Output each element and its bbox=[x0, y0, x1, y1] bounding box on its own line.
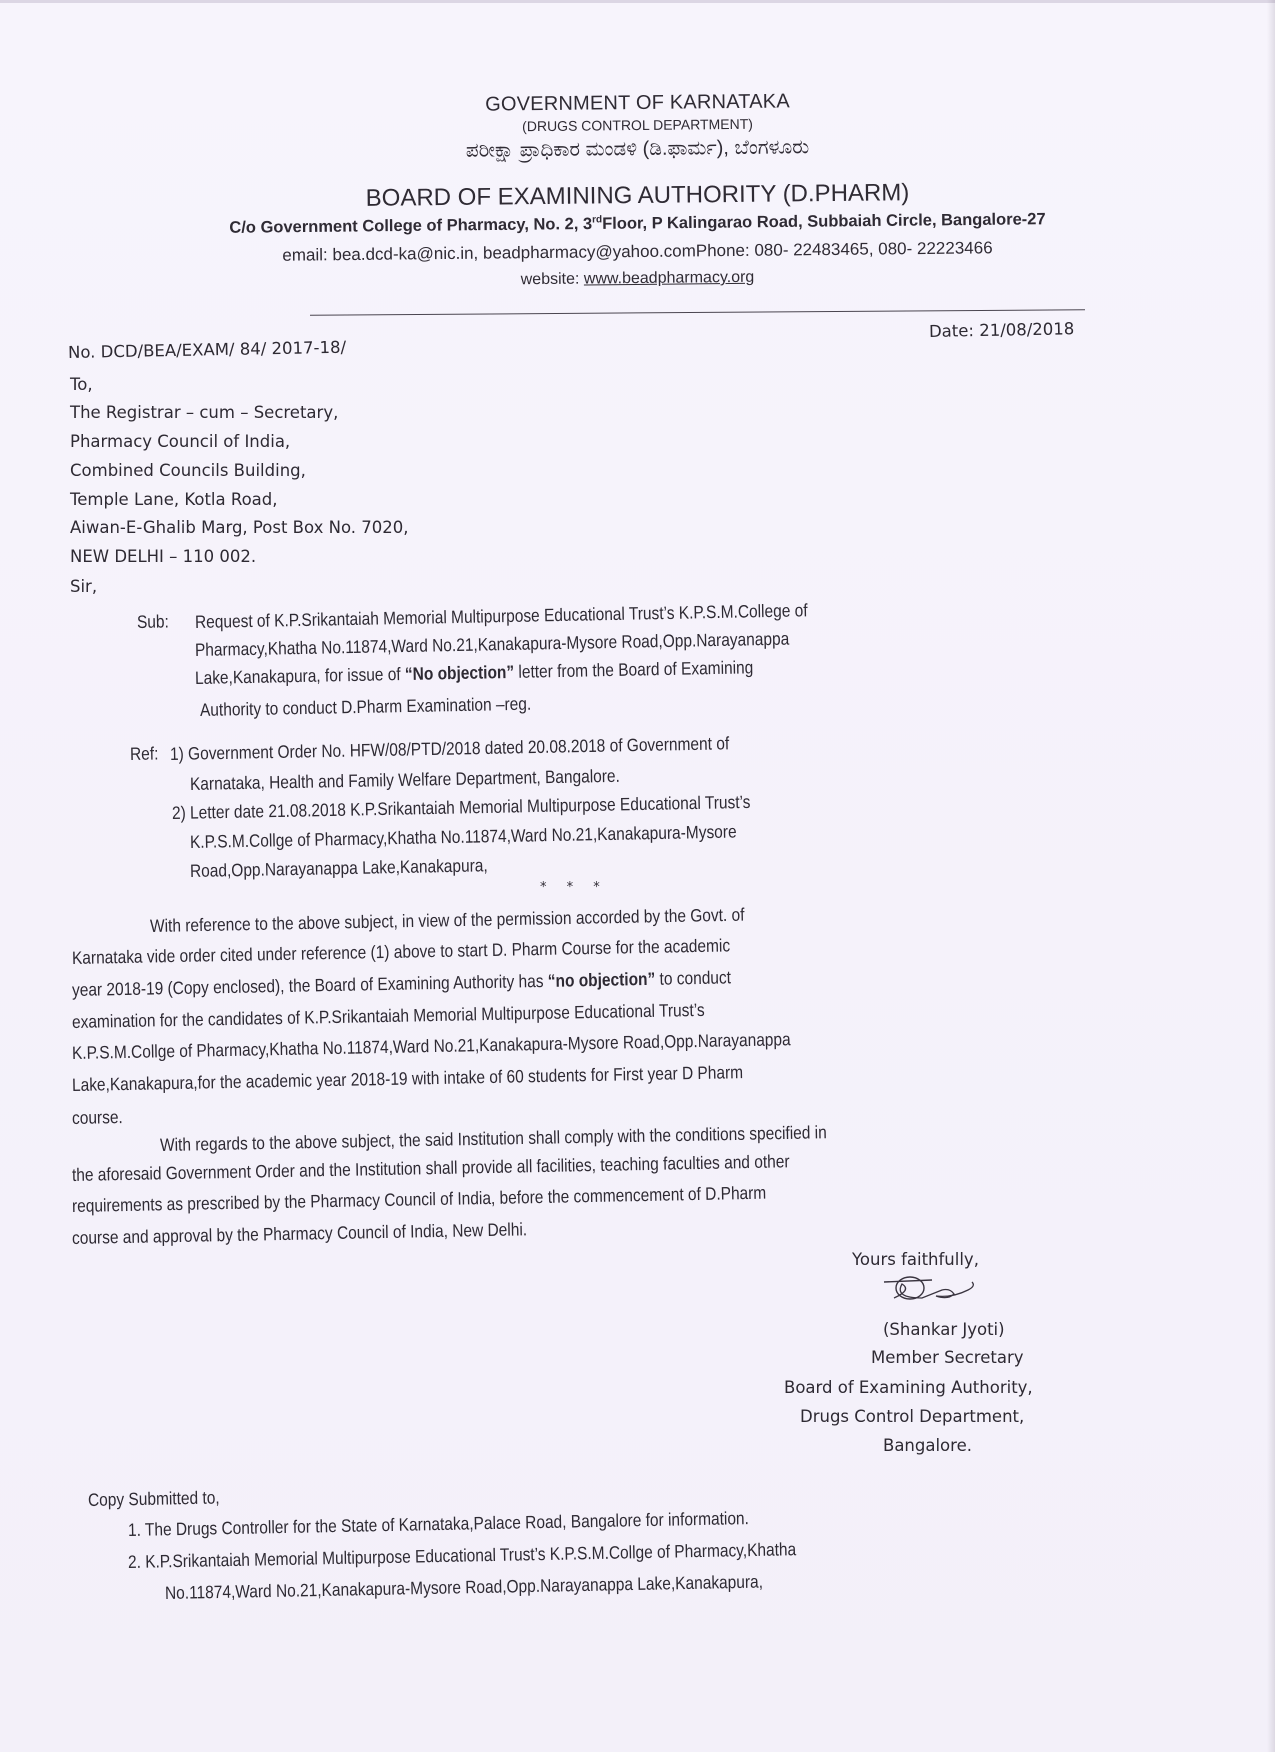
subject-text: letter from the Board of Examining bbox=[513, 657, 754, 682]
recipient-line: Temple Lane, Kotla Road, bbox=[70, 490, 278, 509]
recipient-line: Aiwan-E-Ghalib Marg, Post Box No. 7020, bbox=[70, 518, 409, 537]
address-part: C/o Government College of Pharmacy, No. 2, 3 bbox=[229, 214, 593, 237]
letterhead-board-title: BOARD OF EXAMINING AUTHORITY (D.PHARM) bbox=[365, 179, 910, 212]
ref-line: K.P.S.M.Collge of Pharmacy,Khatha No.11874,Ward No.21,Kanakapura-Mysore bbox=[189, 821, 737, 852]
paragraph1-text: to conduct bbox=[655, 967, 732, 989]
paragraph1-line: course. bbox=[71, 1107, 123, 1128]
copy-list-item: No.11874,Ward No.21,Kanakapura-Mysore Road,Opp.Narayanappa Lake,Kanakapura, bbox=[164, 1571, 764, 1603]
letterhead-divider bbox=[310, 309, 1085, 315]
paragraph1-emphasis: “no objection” bbox=[547, 968, 656, 991]
subject-text: Lake,Kanakapura, for issue of bbox=[194, 663, 406, 688]
paragraph2-line: With regards to the above subject, the said Institution shall comply with the conditions specified in bbox=[159, 1122, 827, 1155]
section-separator: * * * bbox=[540, 880, 608, 895]
letterhead-website bbox=[0, 263, 1275, 294]
ref-line: Road,Opp.Narayanappa Lake,Kanakapura, bbox=[189, 855, 488, 881]
website-link[interactable]: www.beadpharmacy.org bbox=[583, 268, 755, 288]
paragraph1-text: year 2018-19 (Copy enclosed), the Board of Examining Authority has bbox=[71, 970, 548, 1000]
letterhead-department: (DRUGS CONTROL DEPARTMENT) bbox=[522, 115, 753, 135]
salutation: Sir, bbox=[70, 577, 98, 596]
address-superscript: rd bbox=[592, 214, 603, 226]
paragraph2-line: the aforesaid Government Order and the Institution shall provide all facilities, teaching faculties and other bbox=[71, 1151, 790, 1185]
ref-line: 1) Government Order No. HFW/08/PTD/2018 dated 20.08.2018 of Government of bbox=[169, 733, 730, 764]
subject-label: Sub: bbox=[136, 611, 170, 632]
paragraph2-line: course and approval by the Pharmacy Council of India, New Delhi. bbox=[71, 1219, 528, 1248]
subject-emphasis: “No objection” bbox=[404, 661, 515, 684]
signatory-name: (Shankar Jyoti) bbox=[883, 1320, 1005, 1339]
reference-number: No. DCD/BEA/EXAM/ 84/ 2017-18/ bbox=[67, 337, 347, 362]
signature-icon bbox=[872, 1268, 982, 1310]
paragraph1-line: Karnataka vide order cited under reference (1) above to start D. Pharm Course for the academic bbox=[71, 935, 731, 968]
paragraph1-line: K.P.S.M.Collge of Pharmacy,Khatha No.11874,Ward No.21,Kanakapura-Mysore Road,Opp.Narayanappa bbox=[71, 1029, 791, 1063]
website-label: website: bbox=[520, 270, 584, 289]
paragraph2-line: requirements as prescribed by the Pharmacy Council of India, before the commencement of D.Pharm bbox=[71, 1182, 767, 1216]
to-label: To, bbox=[70, 375, 93, 394]
letterhead-kannada-title: ಪರೀಕ್ಷಾ ಪ್ರಾಧಿಕಾರ ಮಂಡಳಿ (ಡಿ.ಫಾರ್ಮ), ಬೆಂಗಳೂರು bbox=[465, 136, 810, 162]
recipient-line: The Registrar – cum – Secretary, bbox=[70, 403, 339, 422]
copy-list-item: 2. K.P.Srikantaiah Memorial Multipurpose Educational Trust’s K.P.S.M.Collge of Pharmacy,Khatha bbox=[127, 1539, 797, 1572]
address-part: Floor, P Kalingarao Road, Subbaiah Circle, Bangalore-27 bbox=[602, 210, 1046, 233]
copy-list-item: 1. The Drugs Controller for the State of Karnataka,Palace Road, Bangalore for information. bbox=[127, 1508, 750, 1540]
subject-line: Request of K.P.Srikantaiah Memorial Multipurpose Educational Trust’s K.P.S.M.College of bbox=[194, 600, 808, 632]
letterhead-contact: email: bea.dcd-ka@nic.in, beadpharmacy@yahoo.comPhone: 080- 22483465, 080- 22223466 bbox=[282, 238, 993, 265]
ref-line: Karnataka, Health and Family Welfare Department, Bangalore. bbox=[189, 765, 621, 794]
recipient-line: NEW DELHI – 110 002. bbox=[70, 547, 257, 566]
copy-heading: Copy Submitted to, bbox=[87, 1487, 220, 1510]
closing: Yours faithfully, bbox=[852, 1250, 979, 1269]
signatory-title: Member Secretary bbox=[871, 1348, 1024, 1367]
subject-line bbox=[195, 657, 754, 689]
signatory-title: Drugs Control Department, bbox=[800, 1407, 1025, 1426]
letterhead-government: GOVERNMENT OF KARNATAKA bbox=[485, 90, 790, 116]
paragraph1-line: Lake,Kanakapura,for the academic year 2018-19 with intake of 60 students for First year D Pharm bbox=[71, 1062, 744, 1095]
subject-line: Authority to conduct D.Pharm Examination –reg. bbox=[199, 693, 532, 720]
recipient-line: Pharmacy Council of India, bbox=[70, 432, 291, 451]
scan-top-edge bbox=[0, 0, 1275, 3]
signatory-title: Board of Examining Authority, bbox=[784, 1378, 1033, 1397]
paragraph1-line: examination for the candidates of K.P.Srikantaiah Memorial Multipurpose Educational Trust’s bbox=[71, 999, 705, 1032]
recipient-line: Combined Councils Building, bbox=[70, 461, 306, 480]
ref-label: Ref: bbox=[129, 743, 159, 764]
signatory-title: Bangalore. bbox=[883, 1436, 972, 1455]
paragraph1-line: With reference to the above subject, in view of the permission accorded by the Govt. of bbox=[149, 904, 745, 936]
ref-line: 2) Letter date 21.08.2018 K.P.Srikantaiah Memorial Multipurpose Educational Trust’s bbox=[171, 791, 751, 823]
letter-date: Date: 21/08/2018 bbox=[928, 319, 1075, 341]
subject-line: Pharmacy,Khatha No.11874,Ward No.21,Kanakapura-Mysore Road,Opp.Narayanappa bbox=[194, 628, 790, 660]
paragraph1-line bbox=[72, 967, 731, 1001]
